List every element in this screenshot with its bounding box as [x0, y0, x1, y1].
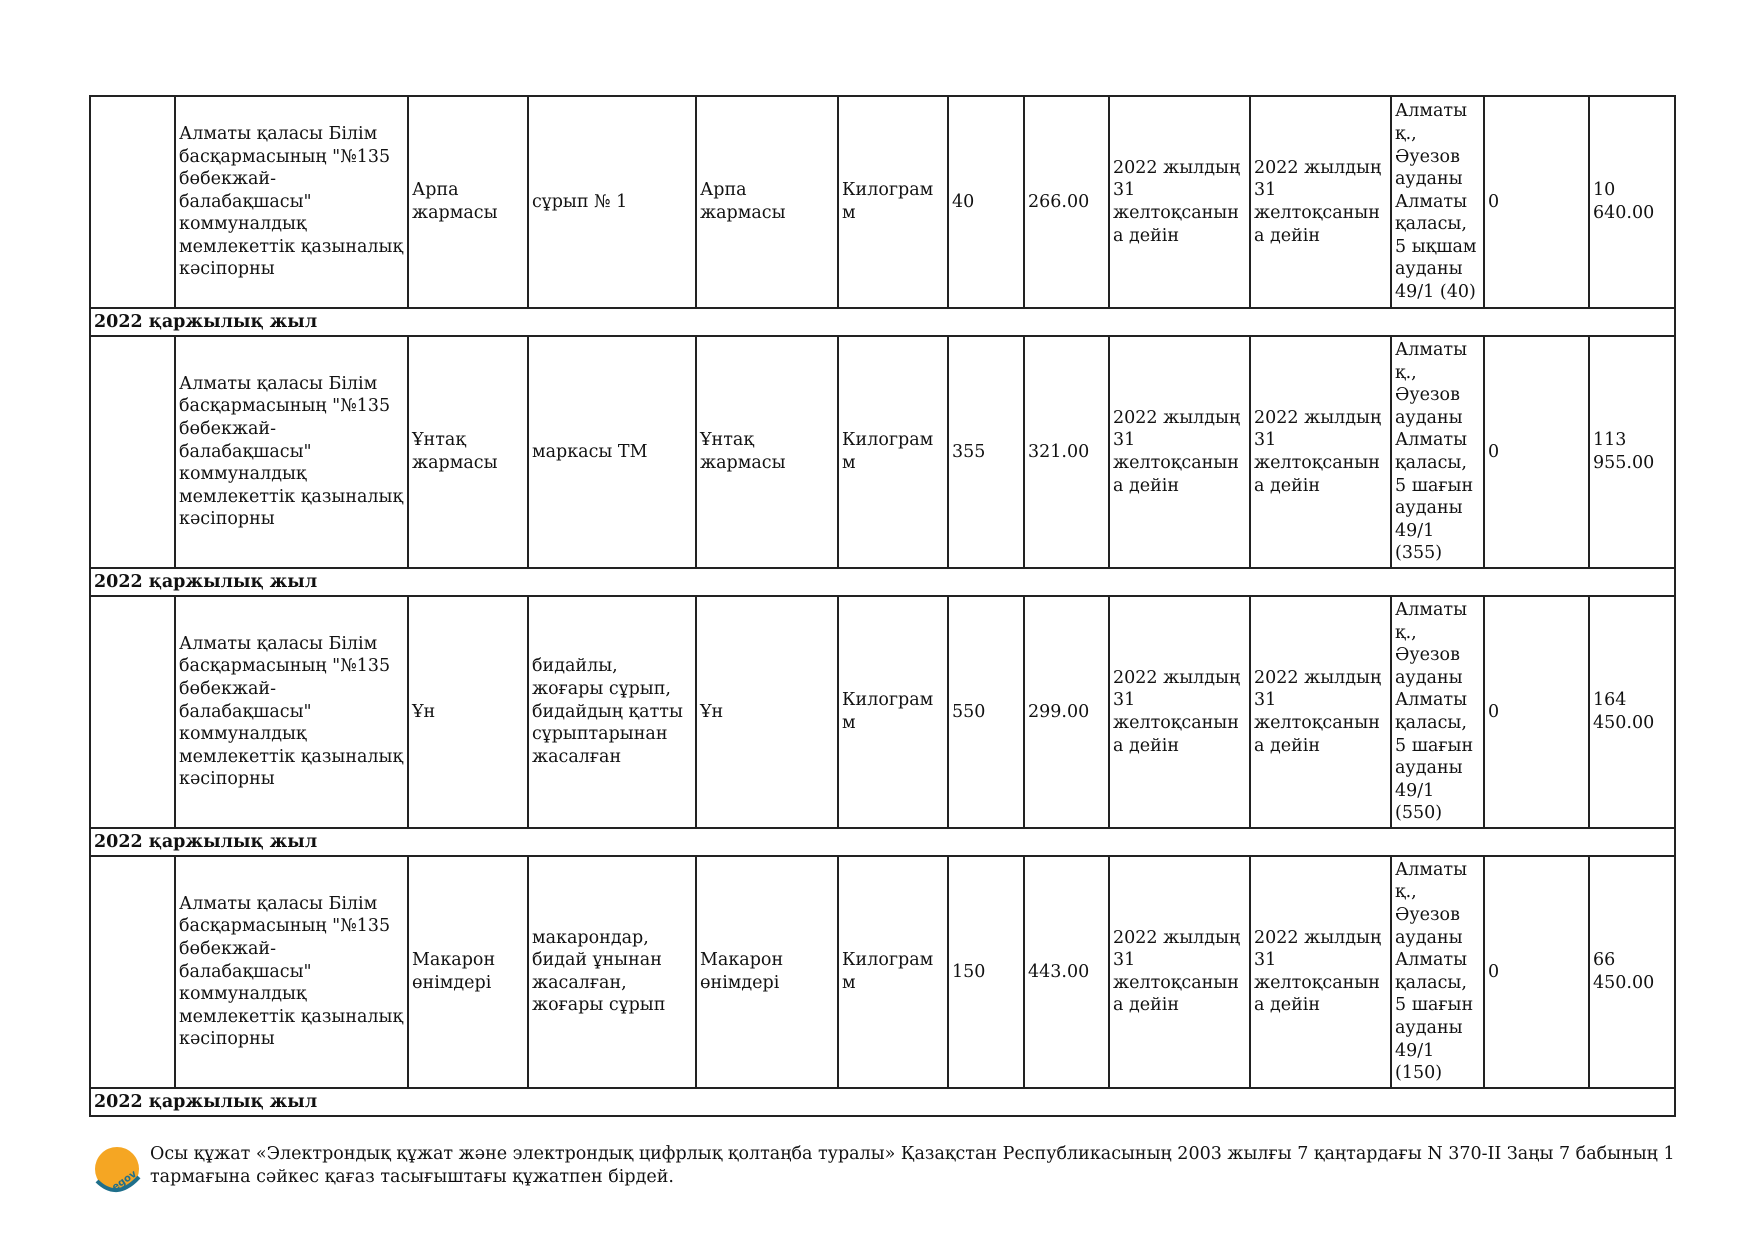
unit-price-cell: 299.00 — [1024, 596, 1109, 828]
short-name-cell: Ұнтақ жармасы — [696, 336, 838, 568]
fiscal-year-row — [90, 828, 1675, 856]
start-term-cell: 2022 жылдың 31 желтоқсанына дейін — [1109, 336, 1250, 568]
row-number-cell — [90, 596, 175, 828]
short-name-cell: Макарон өнімдері — [696, 856, 838, 1088]
item-name-cell: Ұнтақ жармасы — [408, 336, 528, 568]
unit-cell: Килограмм — [838, 856, 948, 1088]
footer-notice — [93, 1143, 1678, 1195]
total-cell: 164 450.00 — [1589, 596, 1675, 828]
row-number-cell — [90, 336, 175, 568]
quantity-cell: 40 — [948, 96, 1024, 308]
table-body — [90, 96, 1675, 1116]
end-term-cell: 2022 жылдың 31 желтоқсанына дейін — [1250, 96, 1391, 308]
total-cell: 66 450.00 — [1589, 856, 1675, 1088]
fiscal-year-label: 2022 қаржылық жыл — [90, 828, 1675, 856]
fiscal-year-label: 2022 қаржылық жыл — [90, 308, 1675, 336]
customer-cell: Алматы қаласы Білім басқармасының "№135 бөбекжай-балабақшасы" коммуналдық мемлекеттік қазыналық кәсіпорны — [175, 856, 408, 1088]
item-name-cell: Макарон өнімдері — [408, 856, 528, 1088]
start-term-cell: 2022 жылдың 31 желтоқсанына дейін — [1109, 856, 1250, 1088]
quantity-cell: 150 — [948, 856, 1024, 1088]
start-term-cell: 2022 жылдың 31 желтоқсанына дейін — [1109, 96, 1250, 308]
advance-cell: 0 — [1484, 596, 1589, 828]
delivery-address-cell: Алматы қ., Әуезов ауданы Алматы қаласы, 5 шағын ауданы 49/1 (150) — [1391, 856, 1484, 1088]
delivery-address-cell: Алматы қ., Әуезов ауданы Алматы қаласы, 5 шағын ауданы 49/1 (550) — [1391, 596, 1484, 828]
short-name-cell: Ұн — [696, 596, 838, 828]
delivery-address-cell: Алматы қ., Әуезов ауданы Алматы қаласы, 5 ықшам ауданы 49/1 (40) — [1391, 96, 1484, 308]
procurement-table — [89, 95, 1676, 1117]
egov-logo-icon — [93, 1143, 141, 1195]
quantity-cell: 550 — [948, 596, 1024, 828]
total-cell: 10 640.00 — [1589, 96, 1675, 308]
specification-cell: макарондар, бидай ұнынан жасалған, жоғары сұрып — [528, 856, 696, 1088]
fiscal-year-label: 2022 қаржылық жыл — [90, 568, 1675, 596]
advance-cell: 0 — [1484, 96, 1589, 308]
fiscal-year-label: 2022 қаржылық жыл — [90, 1088, 1675, 1116]
specification-cell: сұрып № 1 — [528, 96, 696, 308]
advance-cell: 0 — [1484, 856, 1589, 1088]
fiscal-year-row — [90, 308, 1675, 336]
item-name-cell: Арпа жармасы — [408, 96, 528, 308]
unit-price-cell: 266.00 — [1024, 96, 1109, 308]
row-number-cell — [90, 96, 175, 308]
customer-cell: Алматы қаласы Білім басқармасының "№135 бөбекжай-балабақшасы" коммуналдық мемлекеттік қазыналық кәсіпорны — [175, 336, 408, 568]
footer-text: Осы құжат «Электрондық құжат және электрондық цифрлық қолтаңба туралы» Қазақстан Республикасының 2003 жылғы 7 қаңтардағы N 370-II Заңы 7 бабының 1 тармағына сәйкес қағаз тасығыштағы құжатпен бірдей. — [150, 1144, 1675, 1187]
fiscal-year-row — [90, 568, 1675, 596]
customer-cell: Алматы қаласы Білім басқармасының "№135 бөбекжай-балабақшасы" коммуналдық мемлекеттік қазыналық кәсіпорны — [175, 596, 408, 828]
end-term-cell: 2022 жылдың 31 желтоқсанына дейін — [1250, 596, 1391, 828]
end-term-cell: 2022 жылдың 31 желтоқсанына дейін — [1250, 336, 1391, 568]
table-row — [90, 336, 1675, 568]
customer-cell: Алматы қаласы Білім басқармасының "№135 бөбекжай-балабақшасы" коммуналдық мемлекеттік қазыналық кәсіпорны — [175, 96, 408, 308]
end-term-cell: 2022 жылдың 31 желтоқсанына дейін — [1250, 856, 1391, 1088]
table-row — [90, 96, 1675, 308]
start-term-cell: 2022 жылдың 31 желтоқсанына дейін — [1109, 596, 1250, 828]
advance-cell: 0 — [1484, 336, 1589, 568]
unit-cell: Килограмм — [838, 336, 948, 568]
stamp-text: egov — [110, 1168, 139, 1194]
unit-cell: Килограмм — [838, 96, 948, 308]
specification-cell: бидайлы, жоғары сұрып, бидайдың қатты сұрыптарынан жасалған — [528, 596, 696, 828]
unit-price-cell: 321.00 — [1024, 336, 1109, 568]
unit-cell: Килограмм — [838, 596, 948, 828]
specification-cell: маркасы ТМ — [528, 336, 696, 568]
short-name-cell: Арпа жармасы — [696, 96, 838, 308]
fiscal-year-row — [90, 1088, 1675, 1116]
unit-price-cell: 443.00 — [1024, 856, 1109, 1088]
total-cell: 113 955.00 — [1589, 336, 1675, 568]
item-name-cell: Ұн — [408, 596, 528, 828]
delivery-address-cell: Алматы қ., Әуезов ауданы Алматы қаласы, 5 шағын ауданы 49/1 (355) — [1391, 336, 1484, 568]
row-number-cell — [90, 856, 175, 1088]
quantity-cell: 355 — [948, 336, 1024, 568]
table-row — [90, 856, 1675, 1088]
table-row — [90, 596, 1675, 828]
